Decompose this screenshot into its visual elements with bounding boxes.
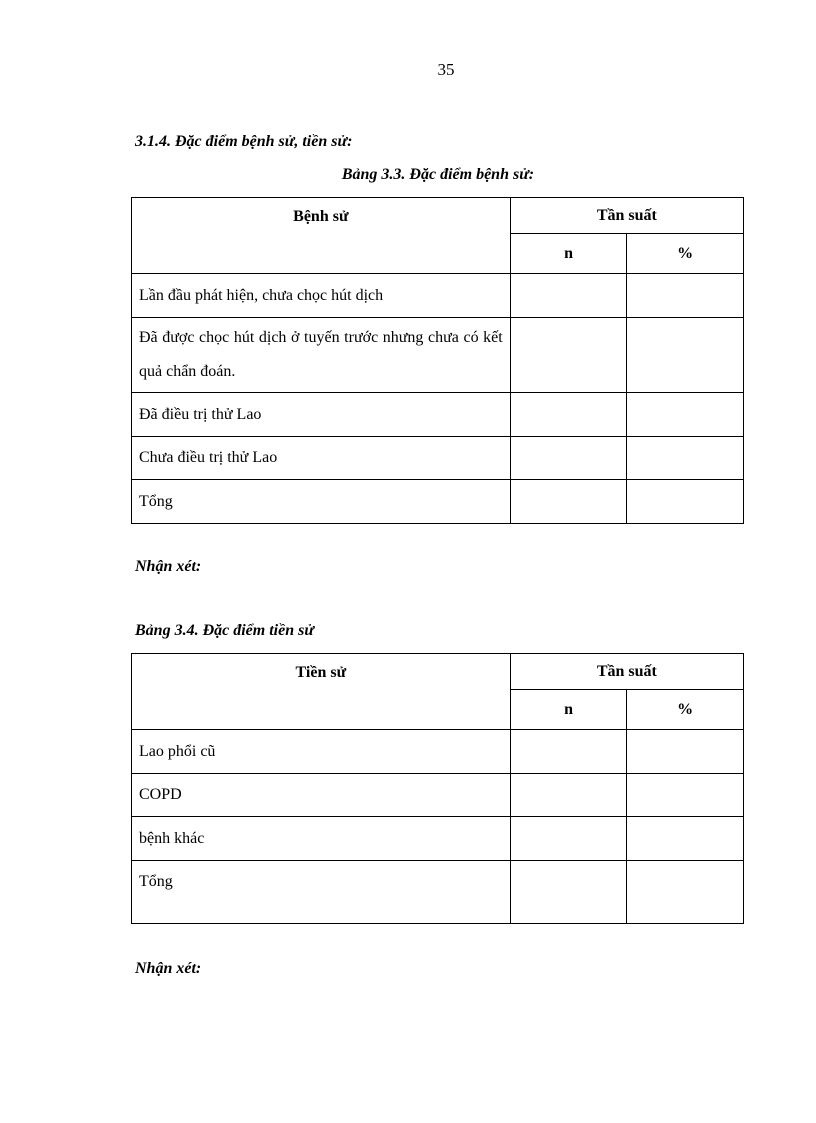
row-label: Đã được chọc hút dịch ở tuyến trước nhưng chưa có kết quả chẩn đoán. bbox=[132, 318, 511, 393]
cell-percent bbox=[627, 480, 744, 524]
cell-percent bbox=[627, 274, 744, 318]
cell-n bbox=[510, 393, 627, 437]
table-header-row bbox=[132, 654, 744, 690]
row-label: bệnh khác bbox=[132, 817, 511, 861]
section-heading: 3.1.4. Đặc điểm bệnh sử, tiền sử: bbox=[135, 133, 353, 150]
cell-percent bbox=[627, 774, 744, 817]
table-3-4 bbox=[131, 653, 744, 924]
table-row bbox=[132, 861, 744, 924]
header-tan-suat: Tần suất bbox=[510, 654, 743, 690]
row-label: Tổng bbox=[132, 861, 511, 924]
header-percent: % bbox=[627, 690, 744, 730]
row-label: Chưa điều trị thử Lao bbox=[132, 437, 511, 480]
cell-n bbox=[510, 480, 627, 524]
table-row bbox=[132, 274, 744, 318]
row-label: Đã điều trị thử Lao bbox=[132, 393, 511, 437]
header-n: n bbox=[510, 234, 627, 274]
cell-n bbox=[510, 274, 627, 318]
table-header-row bbox=[132, 198, 744, 234]
row-label: COPD bbox=[132, 774, 511, 817]
row-label: Lao phổi cũ bbox=[132, 730, 511, 774]
cell-n bbox=[510, 437, 627, 480]
remark-label: Nhận xét: bbox=[135, 960, 202, 977]
remark-label: Nhận xét: bbox=[135, 558, 202, 575]
cell-n bbox=[510, 730, 627, 774]
table-3-4-caption: Bảng 3.4. Đặc điểm tiền sử bbox=[135, 622, 314, 639]
header-benh-su: Bệnh sử bbox=[132, 198, 511, 274]
table-row bbox=[132, 393, 744, 437]
cell-n bbox=[510, 817, 627, 861]
cell-percent bbox=[627, 393, 744, 437]
cell-n bbox=[510, 861, 627, 924]
cell-percent bbox=[627, 861, 744, 924]
header-tien-su: Tiền sử bbox=[132, 654, 511, 730]
cell-n bbox=[510, 318, 627, 393]
table-3-3-caption: Bảng 3.3. Đặc điểm bệnh sử: bbox=[341, 166, 535, 183]
row-label: Lần đầu phát hiện, chưa chọc hút dịch bbox=[132, 274, 511, 318]
header-percent: % bbox=[627, 234, 744, 274]
cell-percent bbox=[627, 318, 744, 393]
cell-percent bbox=[627, 730, 744, 774]
table-row bbox=[132, 730, 744, 774]
header-n: n bbox=[510, 690, 627, 730]
page-number: 35 bbox=[437, 60, 455, 79]
table-row bbox=[132, 480, 744, 524]
table-row bbox=[132, 318, 744, 393]
row-label: Tổng bbox=[132, 480, 511, 524]
table-row bbox=[132, 774, 744, 817]
cell-percent bbox=[627, 817, 744, 861]
table-3-3 bbox=[131, 197, 744, 524]
cell-n bbox=[510, 774, 627, 817]
table-row bbox=[132, 817, 744, 861]
header-tan-suat: Tần suất bbox=[510, 198, 743, 234]
table-row bbox=[132, 437, 744, 480]
cell-percent bbox=[627, 437, 744, 480]
